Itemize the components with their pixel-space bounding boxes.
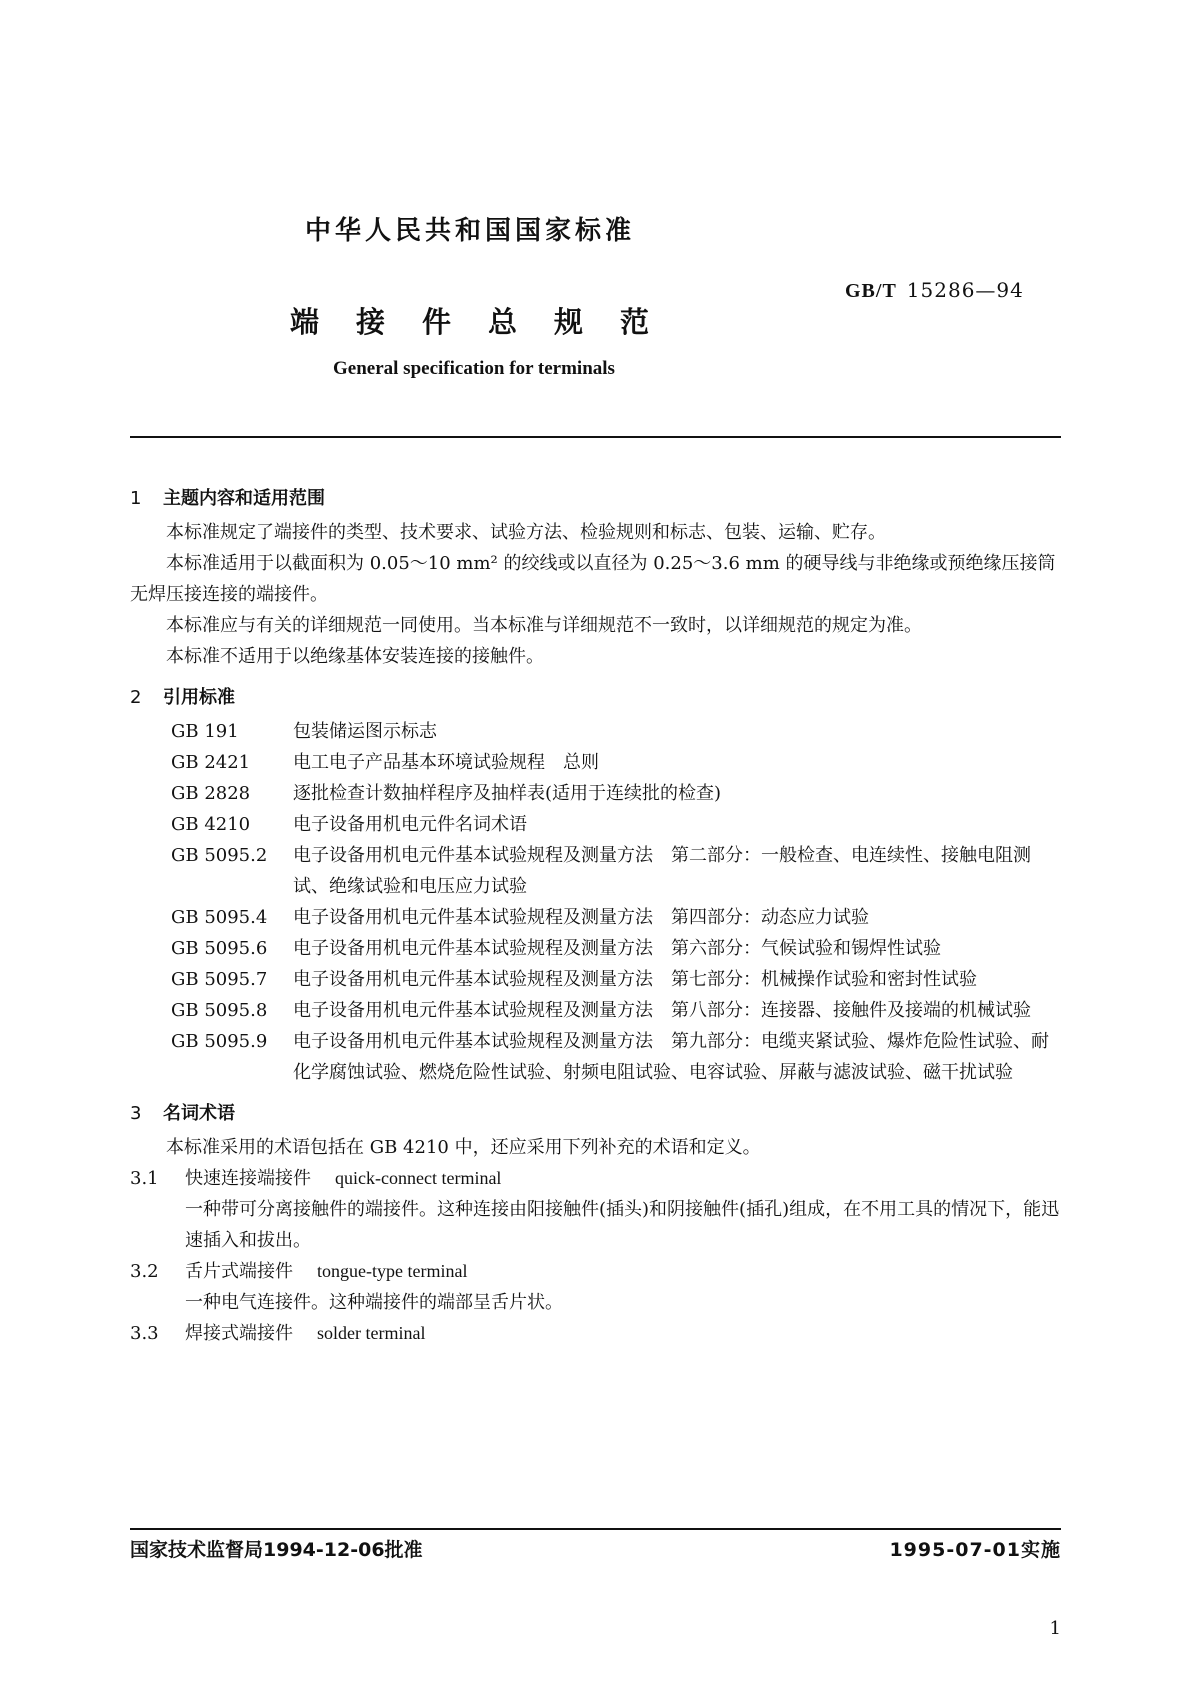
reference-item: GB 5095.8 电子设备用机电元件基本试验规程及测量方法 第八部分：连接器、接触件及接端的机械试验 — [171, 1000, 1031, 1021]
document-title-en: General specification for terminals — [333, 358, 615, 379]
header-divider — [130, 436, 1061, 438]
section-1-paragraph: 本标准不适用于以绝缘基体安装连接的接触件。 — [166, 646, 544, 667]
document-body — [130, 481, 1061, 1349]
page-number: 1 — [1049, 1618, 1061, 1639]
section-1-heading: 1 主题内容和适用范围 — [130, 488, 325, 509]
effective-date: 1995-07-01实施 — [889, 1539, 1061, 1561]
reference-item: GB 2421 电工电子产品基本环境试验规程 总则 — [171, 752, 599, 773]
term-definition: 一种带可分离接触件的端接件。这种连接由阳接触件(插头)和阴接触件(插孔)组成，在不用工具的情况下，能迅速插入和拔出。 — [185, 1199, 1060, 1251]
reference-item: GB 2828 逐批检查计数抽样程序及抽样表(适用于连续批的检查) — [171, 783, 722, 804]
term-definition: 一种电气连接件。这种端接件的端部呈舌片状。 — [185, 1292, 563, 1313]
national-standard-heading: 中华人民共和国国家标准 — [305, 216, 636, 246]
section-1-paragraph: 本标准规定了端接件的类型、技术要求、试验方法、检验规则和标志、包装、运输、贮存。 — [166, 522, 886, 543]
reference-item: GB 5095.9 电子设备用机电元件基本试验规程及测量方法 第九部分：电缆夹紧试验、爆炸危险性试验、耐化学腐蚀试验、燃烧危险性试验、射频电阻试验、电容试验、屏蔽与滤波试验、磁干扰试验 — [171, 1031, 1049, 1083]
footer-divider — [130, 1528, 1061, 1530]
approval-date: 国家技术监督局1994-12-06批准 — [130, 1539, 423, 1561]
section-3-heading: 3 名词术语 — [130, 1103, 235, 1124]
standard-number — [845, 278, 1024, 303]
reference-item: GB 5095.6 电子设备用机电元件基本试验规程及测量方法 第六部分：气候试验和锡焊性试验 — [171, 938, 941, 959]
term-heading: 3.2 舌片式端接件 tongue-type terminal — [130, 1261, 468, 1282]
section-3-intro: 本标准采用的术语包括在 GB 4210 中，还应采用下列补充的术语和定义。 — [166, 1137, 761, 1158]
term-heading: 3.1 快速连接端接件 quick-connect terminal — [130, 1168, 502, 1189]
section-1-paragraph: 本标准适用于以截面积为 0.05～10 mm² 的绞线或以直径为 0.25～3.6 mm 的硬导线与非绝缘或预绝缘压接筒无焊压接连接的端接件。 — [130, 553, 1056, 605]
reference-item: GB 5095.4 电子设备用机电元件基本试验规程及测量方法 第四部分：动态应力试验 — [171, 907, 869, 928]
reference-item: GB 4210 电子设备用机电元件名词术语 — [171, 814, 527, 835]
term-heading: 3.3 焊接式端接件 solder terminal — [130, 1323, 426, 1344]
reference-item: GB 5095.7 电子设备用机电元件基本试验规程及测量方法 第七部分：机械操作试验和密封性试验 — [171, 969, 977, 990]
section-2-heading: 2 引用标准 — [130, 687, 235, 708]
reference-item: GB 191 包装储运图示标志 — [171, 721, 437, 742]
standard-code-number: 15286—94 — [906, 278, 1024, 302]
reference-item: GB 5095.2 电子设备用机电元件基本试验规程及测量方法 第二部分：一般检查、电连续性、接触电阻测试、绝缘试验和电压应力试验 — [171, 845, 1031, 897]
document-title-zh: 端接件总规范 — [290, 305, 687, 339]
standard-code-prefix: GB/T — [845, 280, 897, 302]
section-1-paragraph: 本标准应与有关的详细规范一同使用。当本标准与详细规范不一致时，以详细规范的规定为准。 — [166, 615, 922, 636]
